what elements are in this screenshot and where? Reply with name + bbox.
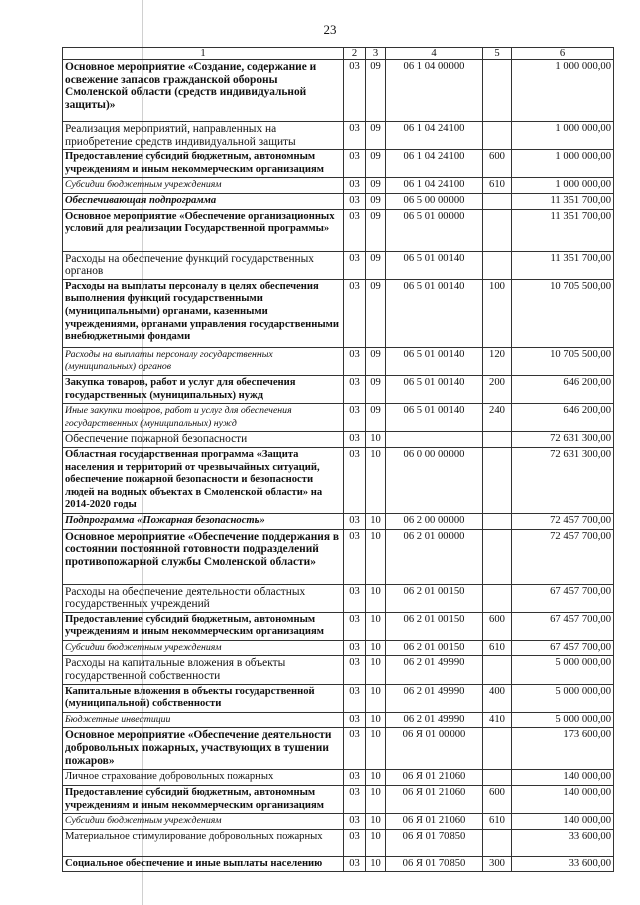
row-name-cell: Личное страхование добровольных пожарных: [63, 770, 344, 786]
subsection-code-cell: 09: [366, 279, 386, 347]
expense-type-cell: 410: [483, 712, 512, 728]
subsection-code-cell: 09: [366, 178, 386, 194]
row-name-cell: Расходы на обеспечение деятельности областных государственных учреждений: [63, 584, 344, 612]
section-code-cell: 03: [344, 122, 366, 150]
column-header: 4: [386, 48, 483, 60]
column-header: 3: [366, 48, 386, 60]
subsection-code-cell: 10: [366, 447, 386, 513]
target-article-cell: 06 Я 01 00000: [386, 728, 483, 770]
amount-cell: 646 200,00: [512, 375, 614, 403]
expense-type-cell: [483, 728, 512, 770]
row-name-cell: Расходы на обеспечение функций государственных органов: [63, 251, 344, 279]
target-article-cell: 06 5 01 00140: [386, 404, 483, 432]
section-code-cell: 03: [344, 728, 366, 770]
column-header: 2: [344, 48, 366, 60]
subsection-code-cell: 10: [366, 529, 386, 584]
expense-type-cell: [483, 60, 512, 122]
amount-cell: 1 000 000,00: [512, 122, 614, 150]
amount-cell: 5 000 000,00: [512, 712, 614, 728]
section-code-cell: 03: [344, 404, 366, 432]
table-row: [63, 447, 614, 513]
amount-cell: 67 457 700,00: [512, 640, 614, 656]
amount-cell: 33 600,00: [512, 829, 614, 856]
amount-cell: 67 457 700,00: [512, 584, 614, 612]
row-name-cell: Расходы на капитальные вложения в объекты государственной собственности: [63, 656, 344, 684]
row-name-cell: Иные закупки товаров, работ и услуг для обеспечения государственных (муниципальных) нужд: [63, 404, 344, 432]
table-row: [63, 432, 614, 448]
row-name-cell: Предоставление субсидий бюджетным, автономным учреждениям и иным некоммерческим организациям: [63, 150, 344, 178]
subsection-code-cell: 10: [366, 814, 386, 830]
table-row: [63, 786, 614, 814]
amount-cell: 173 600,00: [512, 728, 614, 770]
subsection-code-cell: 09: [366, 347, 386, 375]
row-name-cell: Основное мероприятие «Обеспечение поддержания в состоянии постоянной готовности подразделений противопожарной службы Смоленской области»: [63, 529, 344, 584]
table-row: [63, 375, 614, 403]
section-code-cell: 03: [344, 279, 366, 347]
target-article-cell: 06 2 01 00150: [386, 612, 483, 640]
target-article-cell: 06 Я 01 70850: [386, 856, 483, 872]
subsection-code-cell: 10: [366, 684, 386, 712]
expense-type-cell: 600: [483, 612, 512, 640]
subsection-code-cell: 09: [366, 375, 386, 403]
subsection-code-cell: 10: [366, 770, 386, 786]
row-name-cell: Предоставление субсидий бюджетным, автономным учреждениям и иным некоммерческим организациям: [63, 786, 344, 814]
subsection-code-cell: 09: [366, 404, 386, 432]
row-name-cell: Реализация мероприятий, направленных на приобретение средств индивидуальной защиты: [63, 122, 344, 150]
expense-type-cell: 600: [483, 150, 512, 178]
expense-type-cell: 100: [483, 279, 512, 347]
target-article-cell: 06 2 01 49990: [386, 656, 483, 684]
expense-type-cell: 610: [483, 814, 512, 830]
amount-cell: 140 000,00: [512, 770, 614, 786]
table-row: [63, 656, 614, 684]
budget-table: [62, 47, 614, 872]
row-name-cell: Материальное стимулирование добровольных пожарных: [63, 829, 344, 856]
section-code-cell: 03: [344, 612, 366, 640]
expense-type-cell: 600: [483, 786, 512, 814]
expense-type-cell: [483, 122, 512, 150]
section-code-cell: 03: [344, 150, 366, 178]
row-name-cell: Основное мероприятие «Обеспечение деятельности добровольных пожарных, участвующих в тушении пожаров»: [63, 728, 344, 770]
row-name-cell: Расходы на выплаты персоналу в целях обеспечения выполнения функций государственными (муниципальными) органами, казенными учреждениями, органами управления государственными внебюджетными фондами: [63, 279, 344, 347]
amount-cell: 72 631 300,00: [512, 447, 614, 513]
expense-type-cell: [483, 829, 512, 856]
row-name-cell: Основное мероприятие «Обеспечение организационных условий для реализации Государственной программы»: [63, 209, 344, 251]
table-row: [63, 279, 614, 347]
table-row: [63, 347, 614, 375]
expense-type-cell: 610: [483, 640, 512, 656]
table-row: [63, 404, 614, 432]
expense-type-cell: [483, 251, 512, 279]
column-header: 6: [512, 48, 614, 60]
section-code-cell: 03: [344, 251, 366, 279]
subsection-code-cell: 09: [366, 60, 386, 122]
column-header: 1: [63, 48, 344, 60]
section-code-cell: 03: [344, 814, 366, 830]
row-name-cell: Субсидии бюджетным учреждениям: [63, 814, 344, 830]
target-article-cell: 06 1 04 24100: [386, 150, 483, 178]
row-name-cell: Предоставление субсидий бюджетным, автономным учреждениям и иным некоммерческим организациям: [63, 612, 344, 640]
subsection-code-cell: 10: [366, 612, 386, 640]
subsection-code-cell: 10: [366, 584, 386, 612]
section-code-cell: 03: [344, 640, 366, 656]
expense-type-cell: [483, 770, 512, 786]
section-code-cell: 03: [344, 432, 366, 448]
amount-cell: 33 600,00: [512, 856, 614, 872]
expense-type-cell: [483, 656, 512, 684]
section-code-cell: 03: [344, 347, 366, 375]
expense-type-cell: 240: [483, 404, 512, 432]
page-number: 23: [323, 22, 337, 37]
row-name-cell: Субсидии бюджетным учреждениям: [63, 178, 344, 194]
table-body: [63, 60, 614, 872]
target-article-cell: 06 2 00 00000: [386, 513, 483, 529]
table-row: [63, 251, 614, 279]
amount-cell: 646 200,00: [512, 404, 614, 432]
amount-cell: 140 000,00: [512, 814, 614, 830]
target-article-cell: 06 Я 01 21060: [386, 770, 483, 786]
expense-type-cell: 200: [483, 375, 512, 403]
target-article-cell: 06 5 01 00140: [386, 251, 483, 279]
subsection-code-cell: 10: [366, 432, 386, 448]
subsection-code-cell: 10: [366, 829, 386, 856]
amount-cell: 72 457 700,00: [512, 513, 614, 529]
subsection-code-cell: 10: [366, 728, 386, 770]
table-row: [63, 209, 614, 251]
row-name-cell: Социальное обеспечение и иные выплаты населению: [63, 856, 344, 872]
target-article-cell: 06 Я 01 70850: [386, 829, 483, 856]
section-code-cell: 03: [344, 770, 366, 786]
table-row: [63, 770, 614, 786]
table-row: [63, 814, 614, 830]
row-name-cell: Основное мероприятие «Создание, содержание и освежение запасов гражданской обороны Смоленской области (средств индивидуальной защиты)»: [63, 60, 344, 122]
target-article-cell: 06 0 00 00000: [386, 447, 483, 513]
section-code-cell: 03: [344, 656, 366, 684]
expense-type-cell: [483, 209, 512, 251]
expense-type-cell: 120: [483, 347, 512, 375]
target-article-cell: 06 2 01 00150: [386, 584, 483, 612]
expense-type-cell: [483, 447, 512, 513]
row-name-cell: Обеспечение пожарной безопасности: [63, 432, 344, 448]
table-row: [63, 640, 614, 656]
row-name-cell: Субсидии бюджетным учреждениям: [63, 640, 344, 656]
expense-type-cell: 300: [483, 856, 512, 872]
section-code-cell: 03: [344, 513, 366, 529]
subsection-code-cell: 10: [366, 513, 386, 529]
amount-cell: 140 000,00: [512, 786, 614, 814]
target-article-cell: 06 2 01 00000: [386, 529, 483, 584]
amount-cell: 11 351 700,00: [512, 209, 614, 251]
expense-type-cell: [483, 529, 512, 584]
section-code-cell: 03: [344, 178, 366, 194]
target-article-cell: 06 2 01 49990: [386, 712, 483, 728]
table-row: [63, 193, 614, 209]
section-code-cell: 03: [344, 193, 366, 209]
row-name-cell: Бюджетные инвестиции: [63, 712, 344, 728]
table-header-row: [63, 48, 614, 60]
expense-type-cell: 400: [483, 684, 512, 712]
table-row: [63, 529, 614, 584]
row-name-cell: Областная государственная программа «Защита населения и территорий от чрезвычайных ситуаций, обеспечение пожарной безопасности и безопасности людей на водных объектах в Смоленской области» на 2014-2020 годы: [63, 447, 344, 513]
section-code-cell: 03: [344, 529, 366, 584]
row-name-cell: Закупка товаров, работ и услуг для обеспечения государственных (муниципальных) нужд: [63, 375, 344, 403]
section-code-cell: 03: [344, 209, 366, 251]
row-name-cell: Расходы на выплаты персоналу государственных (муниципальных) органов: [63, 347, 344, 375]
amount-cell: 5 000 000,00: [512, 684, 614, 712]
section-code-cell: 03: [344, 786, 366, 814]
subsection-code-cell: 10: [366, 640, 386, 656]
subsection-code-cell: 10: [366, 656, 386, 684]
amount-cell: 10 705 500,00: [512, 279, 614, 347]
subsection-code-cell: 09: [366, 122, 386, 150]
subsection-code-cell: 10: [366, 712, 386, 728]
target-article-cell: [386, 432, 483, 448]
target-article-cell: 06 5 01 00140: [386, 279, 483, 347]
target-article-cell: 06 Я 01 21060: [386, 786, 483, 814]
target-article-cell: 06 5 00 00000: [386, 193, 483, 209]
section-code-cell: 03: [344, 829, 366, 856]
section-code-cell: 03: [344, 447, 366, 513]
table-row: [63, 60, 614, 122]
table-row: [63, 513, 614, 529]
section-code-cell: 03: [344, 375, 366, 403]
target-article-cell: 06 1 04 24100: [386, 178, 483, 194]
table-row: [63, 712, 614, 728]
subsection-code-cell: 10: [366, 786, 386, 814]
row-name-cell: Обеспечивающая подпрограмма: [63, 193, 344, 209]
table-row: [63, 122, 614, 150]
target-article-cell: 06 5 01 00140: [386, 347, 483, 375]
expense-type-cell: [483, 584, 512, 612]
table-row: [63, 612, 614, 640]
amount-cell: 11 351 700,00: [512, 193, 614, 209]
target-article-cell: 06 2 01 00150: [386, 640, 483, 656]
target-article-cell: 06 1 04 24100: [386, 122, 483, 150]
table-row: [63, 178, 614, 194]
target-article-cell: 06 5 01 00140: [386, 375, 483, 403]
amount-cell: 10 705 500,00: [512, 347, 614, 375]
section-code-cell: 03: [344, 584, 366, 612]
target-article-cell: 06 1 04 00000: [386, 60, 483, 122]
subsection-code-cell: 09: [366, 251, 386, 279]
section-code-cell: 03: [344, 712, 366, 728]
amount-cell: 1 000 000,00: [512, 150, 614, 178]
amount-cell: 1 000 000,00: [512, 178, 614, 194]
target-article-cell: 06 2 01 49990: [386, 684, 483, 712]
subsection-code-cell: 10: [366, 856, 386, 872]
target-article-cell: 06 Я 01 21060: [386, 814, 483, 830]
expense-type-cell: [483, 513, 512, 529]
expense-type-cell: [483, 432, 512, 448]
table-row: [63, 829, 614, 856]
table-row: [63, 584, 614, 612]
expense-type-cell: 610: [483, 178, 512, 194]
amount-cell: 1 000 000,00: [512, 60, 614, 122]
subsection-code-cell: 09: [366, 209, 386, 251]
expense-type-cell: [483, 193, 512, 209]
table-row: [63, 856, 614, 872]
table-row: [63, 728, 614, 770]
target-article-cell: 06 5 01 00000: [386, 209, 483, 251]
amount-cell: 11 351 700,00: [512, 251, 614, 279]
table-row: [63, 150, 614, 178]
table-row: [63, 684, 614, 712]
column-header: 5: [483, 48, 512, 60]
amount-cell: 67 457 700,00: [512, 612, 614, 640]
amount-cell: 72 457 700,00: [512, 529, 614, 584]
section-code-cell: 03: [344, 60, 366, 122]
section-code-cell: 03: [344, 684, 366, 712]
amount-cell: 72 631 300,00: [512, 432, 614, 448]
section-code-cell: 03: [344, 856, 366, 872]
row-name-cell: Капитальные вложения в объекты государственной (муниципальной) собственности: [63, 684, 344, 712]
row-name-cell: Подпрограмма «Пожарная безопасность»: [63, 513, 344, 529]
subsection-code-cell: 09: [366, 150, 386, 178]
amount-cell: 5 000 000,00: [512, 656, 614, 684]
subsection-code-cell: 09: [366, 193, 386, 209]
